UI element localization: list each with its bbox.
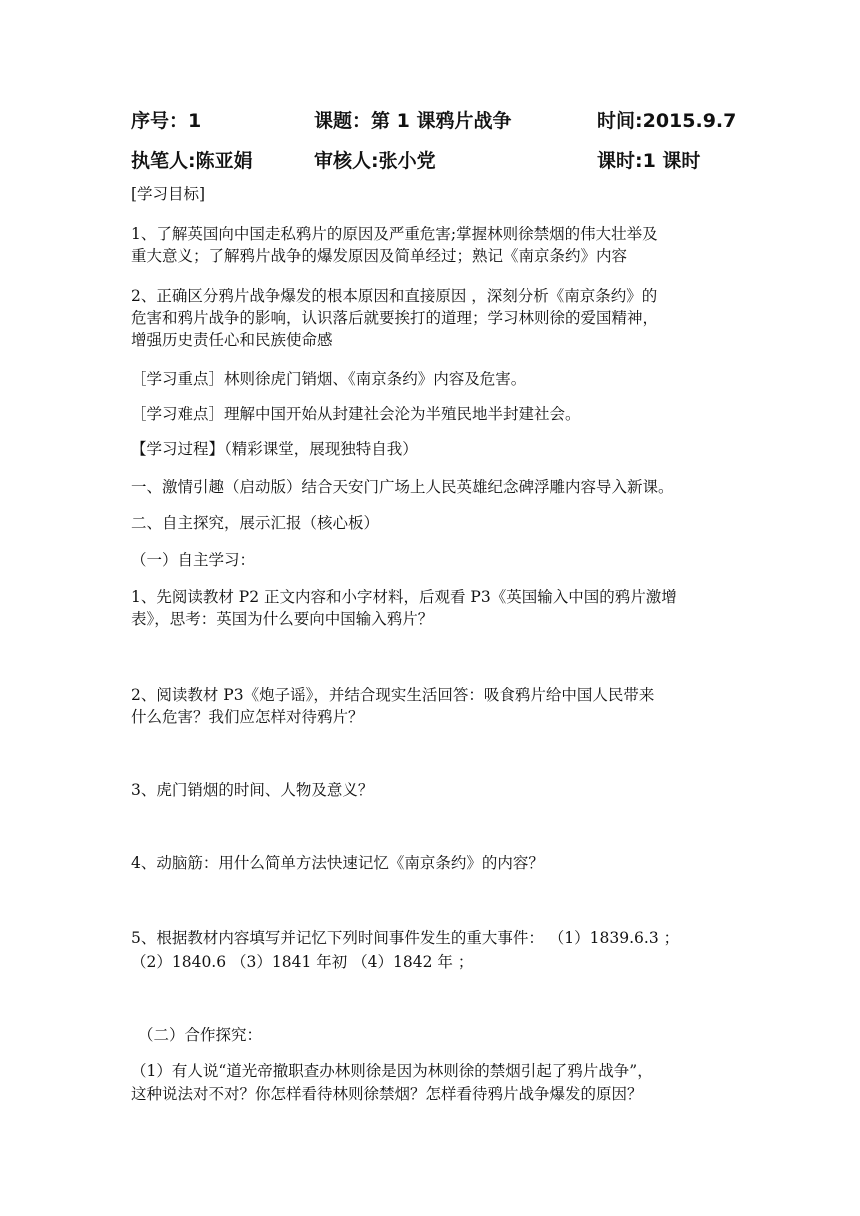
process-heading: 【学习过程】（精彩课堂，展现独特自我） xyxy=(131,440,418,458)
objectives-heading: [学习目标] xyxy=(131,185,206,203)
difficult-point: ［学习难点］理解中国开始从封建社会沦为半殖民地半封建社会。 xyxy=(131,405,581,423)
objective-2-line-1: 2、正确区分鸦片战争爆发的根本原因和直接原因 ，深刻分析《南京条约》的 xyxy=(131,287,658,305)
cooperative-question-line-1: （1）有人说“道光帝撤职查办林则徐是因为林则徐的禁烟引起了鸦片战争”， xyxy=(131,1062,653,1080)
objective-1-line-2: 重大意义；了解鸦片战争的爆发原因及简单经过；熟记《南京条约》内容 xyxy=(131,247,628,265)
self-study-heading: （一）自主学习： xyxy=(131,551,256,569)
objective-2-line-2: 危害和鸦片战争的影响，认识落后就要挨打的道理；学习林则徐的爱国精神， xyxy=(131,309,659,327)
process-step-2: 二、自主探究，展示汇报（核心板） xyxy=(131,514,380,532)
class-period: 课时:1 课时 xyxy=(597,150,701,172)
objective-1-line-1: 1、了解英国向中国走私鸦片的原因及严重危害;掌握林则徐禁烟的伟大壮举及 xyxy=(131,225,658,243)
objective-2-line-3: 增强历史责任心和民族使命感 xyxy=(131,331,333,349)
lesson-date: 时间:2015.9.7 xyxy=(597,110,737,132)
question-2-line-1: 2、阅读教材 P3《炮子谣》，并结合现实生活回答：吸食鸦片给中国人民带来 xyxy=(131,686,655,704)
question-3: 3、虎门销烟的时间、人物及意义？ xyxy=(131,781,374,799)
reviewer: 审核人:张小党 xyxy=(314,150,436,172)
question-4: 4、动脑筋：用什么简单方法快速记忆《南京条约》的内容？ xyxy=(131,854,544,872)
question-1-line-1: 1、先阅读教材 P2 正文内容和小字材料，后观看 P3《英国输入中国的鸦片激增 xyxy=(131,588,677,606)
question-2-line-2: 什么危害？我们应怎样对待鸦片？ xyxy=(131,708,364,726)
key-point: ［学习重点］林则徐虎门销烟、《南京条约》内容及危害。 xyxy=(131,370,527,388)
cooperative-heading: （二）合作探究： xyxy=(138,1026,263,1044)
author: 执笔人:陈亚娟 xyxy=(131,150,253,172)
cooperative-question-line-2: 这种说法对不对？你怎样看待林则徐禁烟？怎样看待鸦片战争爆发的原因？ xyxy=(131,1085,643,1103)
question-5-line-1: 5、根据教材内容填写并记忆下列时间事件发生的重大事件： （1）1839.6.3 ； xyxy=(131,929,680,947)
question-1-line-2: 表》，思考：英国为什么要向中国输入鸦片？ xyxy=(131,610,434,628)
process-step-1: 一、激情引趣（启动版）结合天安门广场上人民英雄纪念碑浮雕内容导入新课。 xyxy=(131,478,674,496)
serial-number: 序号：1 xyxy=(131,110,202,132)
lesson-topic: 课题：第 1 课鸦片战争 xyxy=(314,110,512,132)
question-5-line-2: （2）1840.6 （3）1841 年初 （4）1842 年 ； xyxy=(131,953,474,971)
